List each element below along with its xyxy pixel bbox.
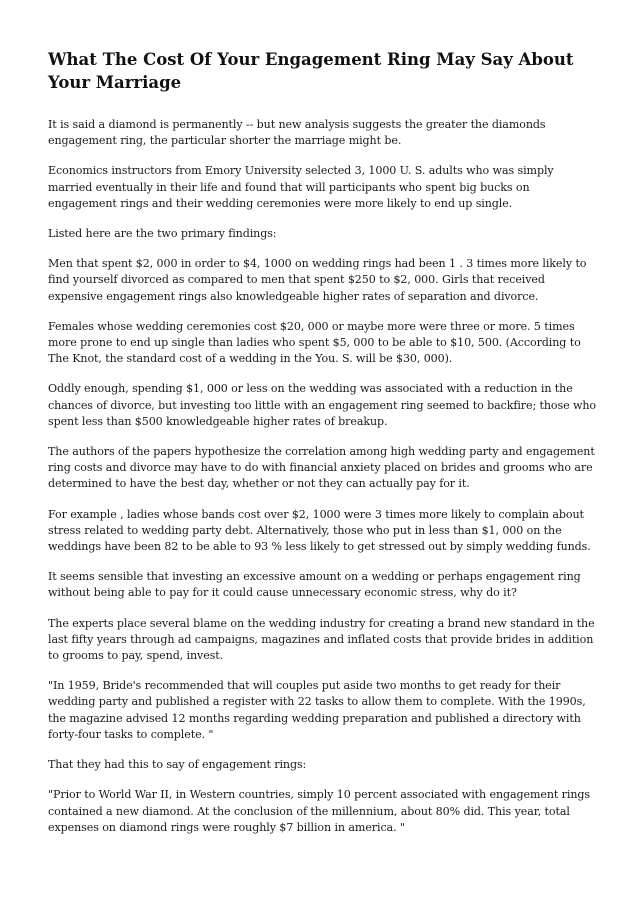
document-page (48, 48, 596, 850)
paragraph-13: "Prior to World War II, in Western countries, simply 10 percent associated with engagement rings contained a new diamond. At the conclusion of the millennium, about 80% did. This year, total expenses on diamond rings were roughly $7 billion in america. " (48, 788, 590, 834)
paragraph-10: The experts place several blame on the wedding industry for creating a brand new standard in the last fifty years through ad campaigns, magazines and inflated costs that provide brides in addition to grooms to pay, spend, invest. (48, 616, 595, 663)
paragraph-1: It is said a diamond is permanently -- but new analysis suggests the greater the diamonds engagement ring, the particular shorter the marriage might be. (48, 118, 546, 148)
paragraph-2: Economics instructors from Emory University selected 3, 1000 U. S. adults who was simply married eventually in their life and found that will participants who spent big bucks on engagement rings and their wedding ceremonies were more likely to end up single. (48, 164, 554, 210)
paragraph-5: Females whose wedding ceremonies cost $20, 000 or maybe more were three or more. 5 times more prone to end up single than ladies who spent $5, 000 to be able to $10, 500. (According to The Knot, the standard cost of a wedding in the You. S. will be $30, 000). (48, 319, 581, 366)
paragraph-8: For example , ladies whose bands cost over $2, 1000 were 3 times more likely to complain about stress related to wedding party debt. Alternatively, those who put in less than $1, 000 on the weddings have been 82 to be able to 93 % less likely to get stressed out by simply wedding funds. (48, 507, 591, 554)
document-title: What The Cost Of Your Engagement Ring May Say About Your Marriage (48, 50, 574, 92)
paragraph-7: The authors of the papers hypothesize the correlation among high wedding party and engagement ring costs and divorce may have to do with financial anxiety placed on brides and grooms who are determined to have the best day, whether or not they can actually pay for it. (48, 445, 595, 491)
paragraph-9: It seems sensible that investing an excessive amount on a wedding or perhaps engagement ring without being able to pay for it could cause unnecessary economic stress, why do it? (48, 570, 581, 600)
paragraph-11: "In 1959, Bride's recommended that will couples put aside two months to get ready for their wedding party and published a register with 22 tasks to allow them to complete. With the 1990s, the magazine advised 12 months regarding wedding preparation and published a directory with forty-four tasks to complete. " (48, 679, 586, 741)
paragraph-4: Men that spent $2, 000 in order to $4, 1000 on wedding rings had been 1 . 3 times more likely to find yourself divorced as compared to men that spent $250 to $2, 000. Girls that received expensive engagement rings also knowledgeable higher rates of separation and divorce. (48, 257, 587, 303)
paragraph-6: Oddly enough, spending $1, 000 or less on the wedding was associated with a reduction in the chances of divorce, but investing too little with an engagement ring seemed to backfire; those who spent less than $500 knowledgeable higher rates of breakup. (48, 382, 596, 428)
paragraph-3: Listed here are the two primary findings: (48, 227, 277, 241)
paragraph-12: That they had this to say of engagement rings: (48, 758, 307, 772)
